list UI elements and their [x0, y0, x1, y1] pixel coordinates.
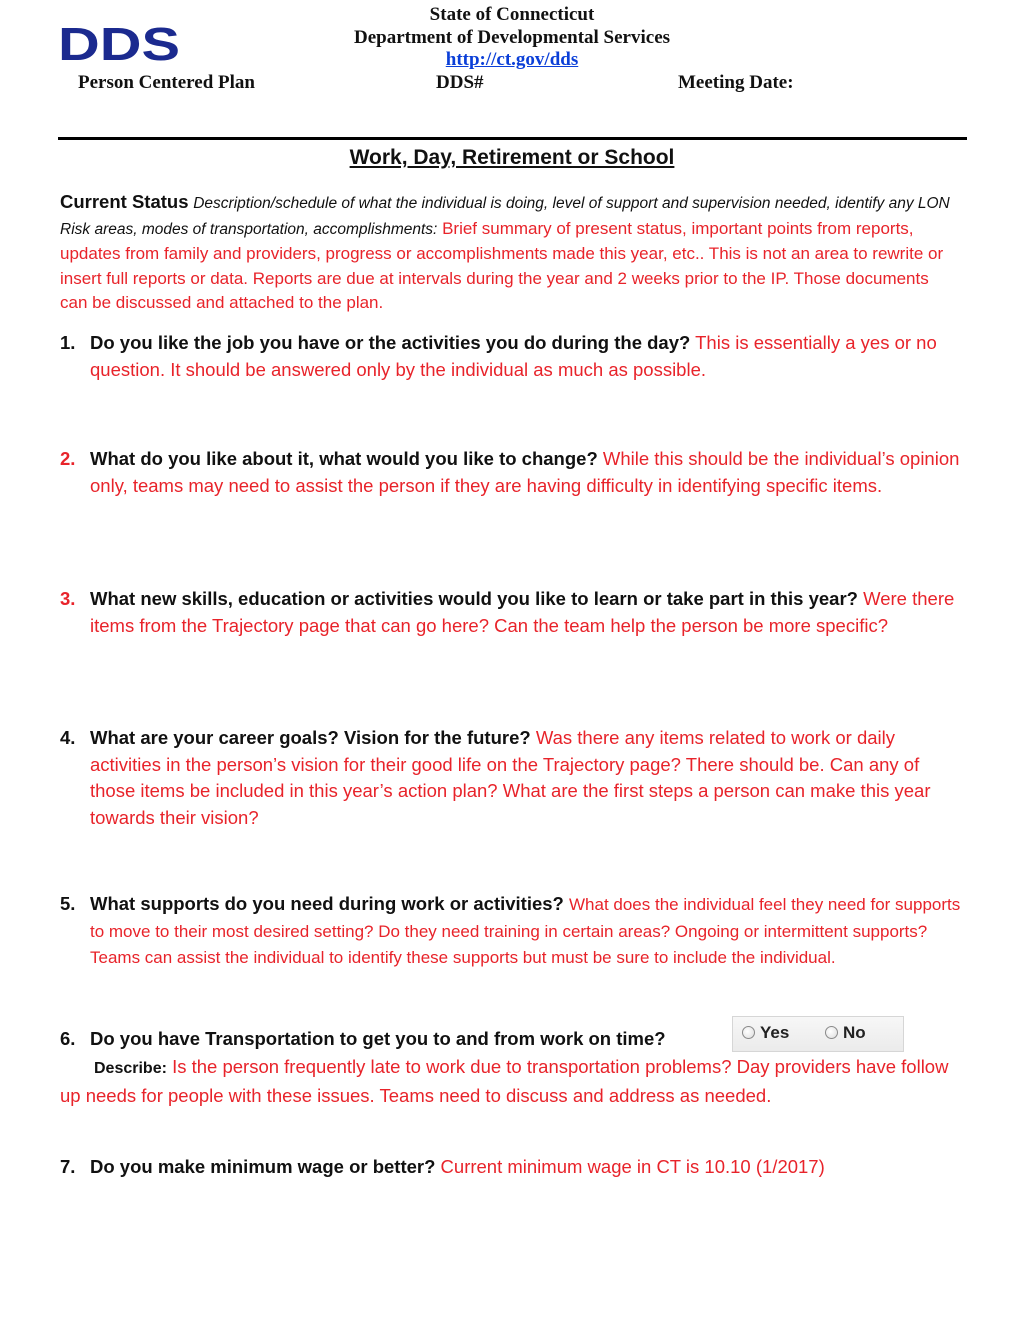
- question-3: [60, 586, 965, 639]
- question-guidance: While this should be the individual’s opinion only, teams may need to assist the person if they are having difficulty in identifying specific items.: [90, 448, 960, 496]
- no-radio[interactable]: [825, 1026, 838, 1039]
- question-5: [60, 891, 965, 971]
- state-name: State of Connecticut: [429, 4, 595, 25]
- question-text: What new skills, education or activities would you like to learn or take part in this year?: [90, 588, 858, 609]
- section-title: Work, Day, Retirement or School: [349, 146, 675, 169]
- question-7: [60, 1154, 965, 1181]
- question-guidance: This is essentially a yes or no question. It should be answered only by the individual as much as possible.: [90, 332, 937, 380]
- department-link[interactable]: http://ct.gov/dds: [445, 49, 579, 70]
- no-radio-label: No: [843, 1023, 866, 1042]
- dds-number-label: DDS#: [436, 72, 484, 93]
- question-number: 1.: [60, 332, 76, 353]
- question-4: [60, 725, 965, 831]
- question-text: Do you make minimum wage or better?: [90, 1156, 436, 1177]
- question-2: [60, 446, 965, 499]
- describe-label: Describe:: [94, 1060, 167, 1077]
- transportation-radio-group: [732, 1016, 904, 1052]
- yes-radio[interactable]: [742, 1026, 755, 1039]
- question-guidance: Current minimum wage in CT is 10.10 (1/2017): [440, 1156, 825, 1177]
- question-guidance: Was there any items related to work or daily activities in the person’s vision for their good life on the Trajectory page? There should be. Can any of those items be included in this year’s action plan? What are the first steps a person can make this year towards their vision?: [90, 727, 931, 828]
- yes-radio-label: Yes: [760, 1023, 790, 1042]
- question-number: 3.: [60, 588, 76, 609]
- department-name: Department of Developmental Services: [353, 27, 671, 48]
- question-6-describe: [60, 1054, 965, 1109]
- current-status-label: Current Status: [60, 191, 189, 212]
- question-number: 7.: [60, 1156, 76, 1177]
- question-text: Do you have Transportation to get you to and from work on time?: [90, 1028, 666, 1049]
- question-text: Do you like the job you have or the activities you do during the day?: [90, 332, 691, 353]
- question-text: What are your career goals? Vision for the future?: [90, 727, 531, 748]
- plan-label: Person Centered Plan: [78, 72, 255, 93]
- question-guidance: Is the person frequently late to work due to transportation problems? Day providers have follow up needs for people with these issues. Teams need to discuss and address as needed.: [60, 1056, 949, 1106]
- header-divider: [58, 137, 967, 140]
- question-text: What do you like about it, what would you like to change?: [90, 448, 598, 469]
- question-number: 2.: [60, 448, 76, 469]
- question-guidance: Were there items from the Trajectory page that can go here? Can the team help the person be more specific?: [90, 588, 955, 636]
- question-1: [60, 330, 965, 383]
- current-status-description: Description/schedule of what the individual is doing, level of support and supervision needed, identify any LON Risk areas, modes of transportation, accomplishments:: [60, 195, 950, 238]
- meeting-date-label: Meeting Date:: [678, 72, 794, 93]
- question-number: 4.: [60, 727, 76, 748]
- question-guidance: What does the individual feel they need for supports to move to their most desired setting? Do they need training in certain areas? Ongoing or intermittent supports? Teams can assist the individual to identify these supports but must be sure to include the individual.: [90, 895, 961, 967]
- current-status-guidance: Brief summary of present status, important points from reports, updates from family and providers, progress or accomplishments made this year, etc.. This is not an area to rewrite or insert full reports or data. Reports are due at intervals during the year and 2 weeks prior to the IP. Those documents can be discussed and attached to the plan.: [60, 218, 944, 312]
- current-status: [60, 190, 960, 316]
- question-text: What supports do you need during work or activities?: [90, 893, 564, 914]
- question-number: 5.: [60, 893, 76, 914]
- question-number: 6.: [60, 1028, 76, 1049]
- svg-text:DDS: DDS: [58, 22, 180, 64]
